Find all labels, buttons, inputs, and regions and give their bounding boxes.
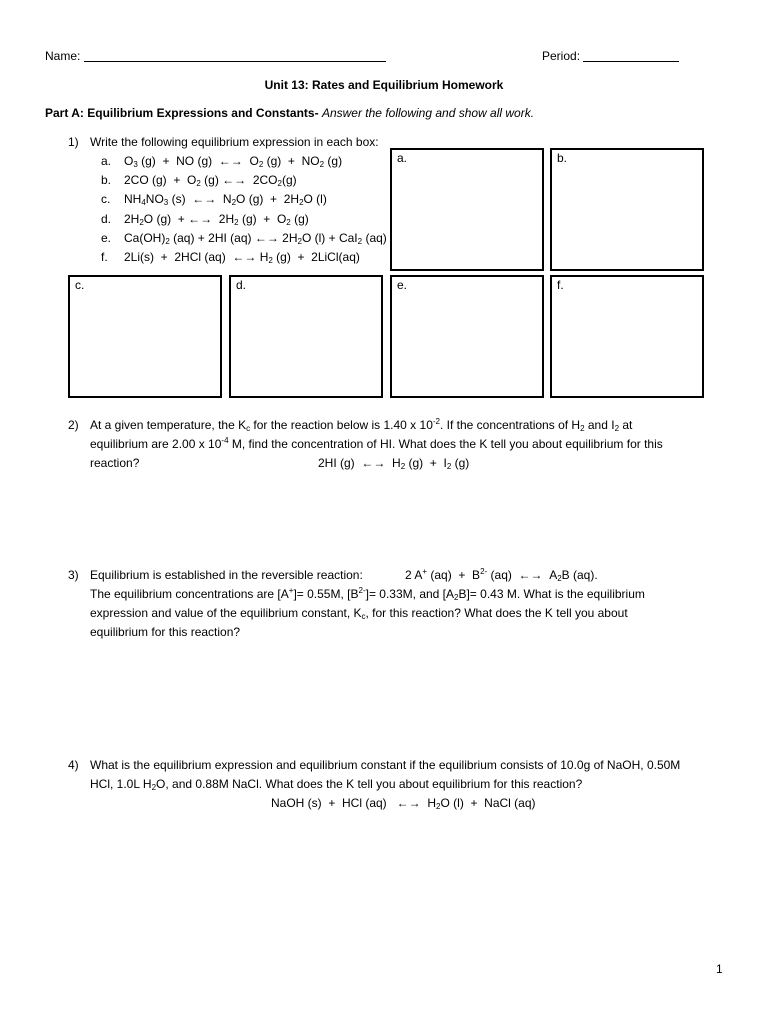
part-a-heading: Part A: Equilibrium Expressions and Constants- Answer the following and show all work. [45,106,535,120]
answer-box-e[interactable] [390,275,544,398]
name-label: Name: [45,48,386,64]
q4-line-2: HCl, 1.0L $H_2O$, and 0.88M NaCl. What does the K tell you about equilibrium for this reaction? [90,777,583,792]
q1-number: 1) [68,135,79,149]
q2-line-1: At a given temperature, the $K_c$ for the reaction below is 1.40 x $10^{-2}$. If the concentrations of $H_2$ and $I_2$ at [90,417,633,433]
reaction-equation: $NH_4NO_3$ (s) ←→ $N_2O$ $(g) + 2H_2O$ (l) [124,192,327,208]
q4-reaction: NaOH (s) + HCl (aq) ←→ $H_2O$ (l) + NaCl (aq) [271,796,536,811]
reaction-equation: $Ca(OH)_2$ (aq) + 2HI (aq) ←→ $2H_2O$ (l) + CaI$_2$ (aq) [124,230,387,246]
reaction-equation: 2CO $(g) + O_2$ (g) ←→ $2CO_2(g)$ [124,173,297,189]
q3-line-3: expression and value of the equilibrium constant, $K_c$, for this reaction? What does the K tell you about [90,606,628,621]
answer-box-d[interactable] [229,275,383,398]
q2-reaction: 2HI (g) ←→ $H_2$ $(g) + I_2$ (g) [318,456,470,471]
q3-line-1: Equilibrium is established in the reversible reaction: [90,568,363,582]
reaction-equation: $2H_2O$ (g) + ←→ $2H_2$ $(g) + O_2$ (g) [124,211,309,227]
reaction-equation: 2Li(s) + 2HCl (aq) ←→ $H_2$ (g) + 2LiCl(aq) [124,250,360,265]
reaction-equation: $O_3$ (g) + NO (g) ←→ $O_2$ $(g) + NO_2$ (g) [124,154,343,169]
page-number: 1 [716,962,723,976]
box-label: b. [557,151,568,165]
q1-text: Write the following equilibrium expression in each box: [90,135,379,149]
period-label: Period: [542,48,679,64]
reaction-letter: c. [101,192,111,207]
answer-box-a[interactable] [390,148,544,271]
q3-line-4: equilibrium for this reaction? [90,625,241,639]
box-label: e. [397,278,408,292]
box-label: d. [236,278,247,292]
box-label: f. [557,278,564,292]
reaction-letter: d. [101,211,112,226]
q4-line-1: What is the equilibrium expression and equilibrium constant if the equilibrium consists of 10.0g of NaOH, 0.50M [90,758,681,772]
q3-reaction: 2 A+ $(aq) + B^{2-}$ (aq) ←→ $A_2B$ (aq). [405,567,598,583]
reaction-letter: f. [101,250,108,264]
box-label: a. [397,151,408,165]
answer-box-b[interactable] [550,148,704,271]
q3-line-2: The equilibrium concentrations are [A+]= 0.55M, $[B^{2-}]= 0.33M$, and $[A_2B]= 0.43$ M. What is the equilibrium [90,586,645,602]
q4-number: 4) [68,758,79,772]
answer-box-f[interactable] [550,275,704,398]
box-label: c. [75,278,85,292]
page-title: Unit 13: Rates and Equilibrium Homework [264,78,504,92]
q2-line-3: reaction? [90,456,140,470]
q2-line-2: equilibrium are 2.00 x $10^{-4}$ M, find the concentration of HI. What does the K tell you about equilibrium for this [90,436,663,451]
reaction-letter: e. [101,230,112,245]
name-field[interactable] [84,49,386,62]
answer-box-c[interactable] [68,275,222,398]
period-field[interactable] [583,49,679,62]
reaction-letter: a. [101,154,112,168]
q2-number: 2) [68,418,79,432]
q3-number: 3) [68,568,79,582]
reaction-letter: b. [101,173,112,188]
